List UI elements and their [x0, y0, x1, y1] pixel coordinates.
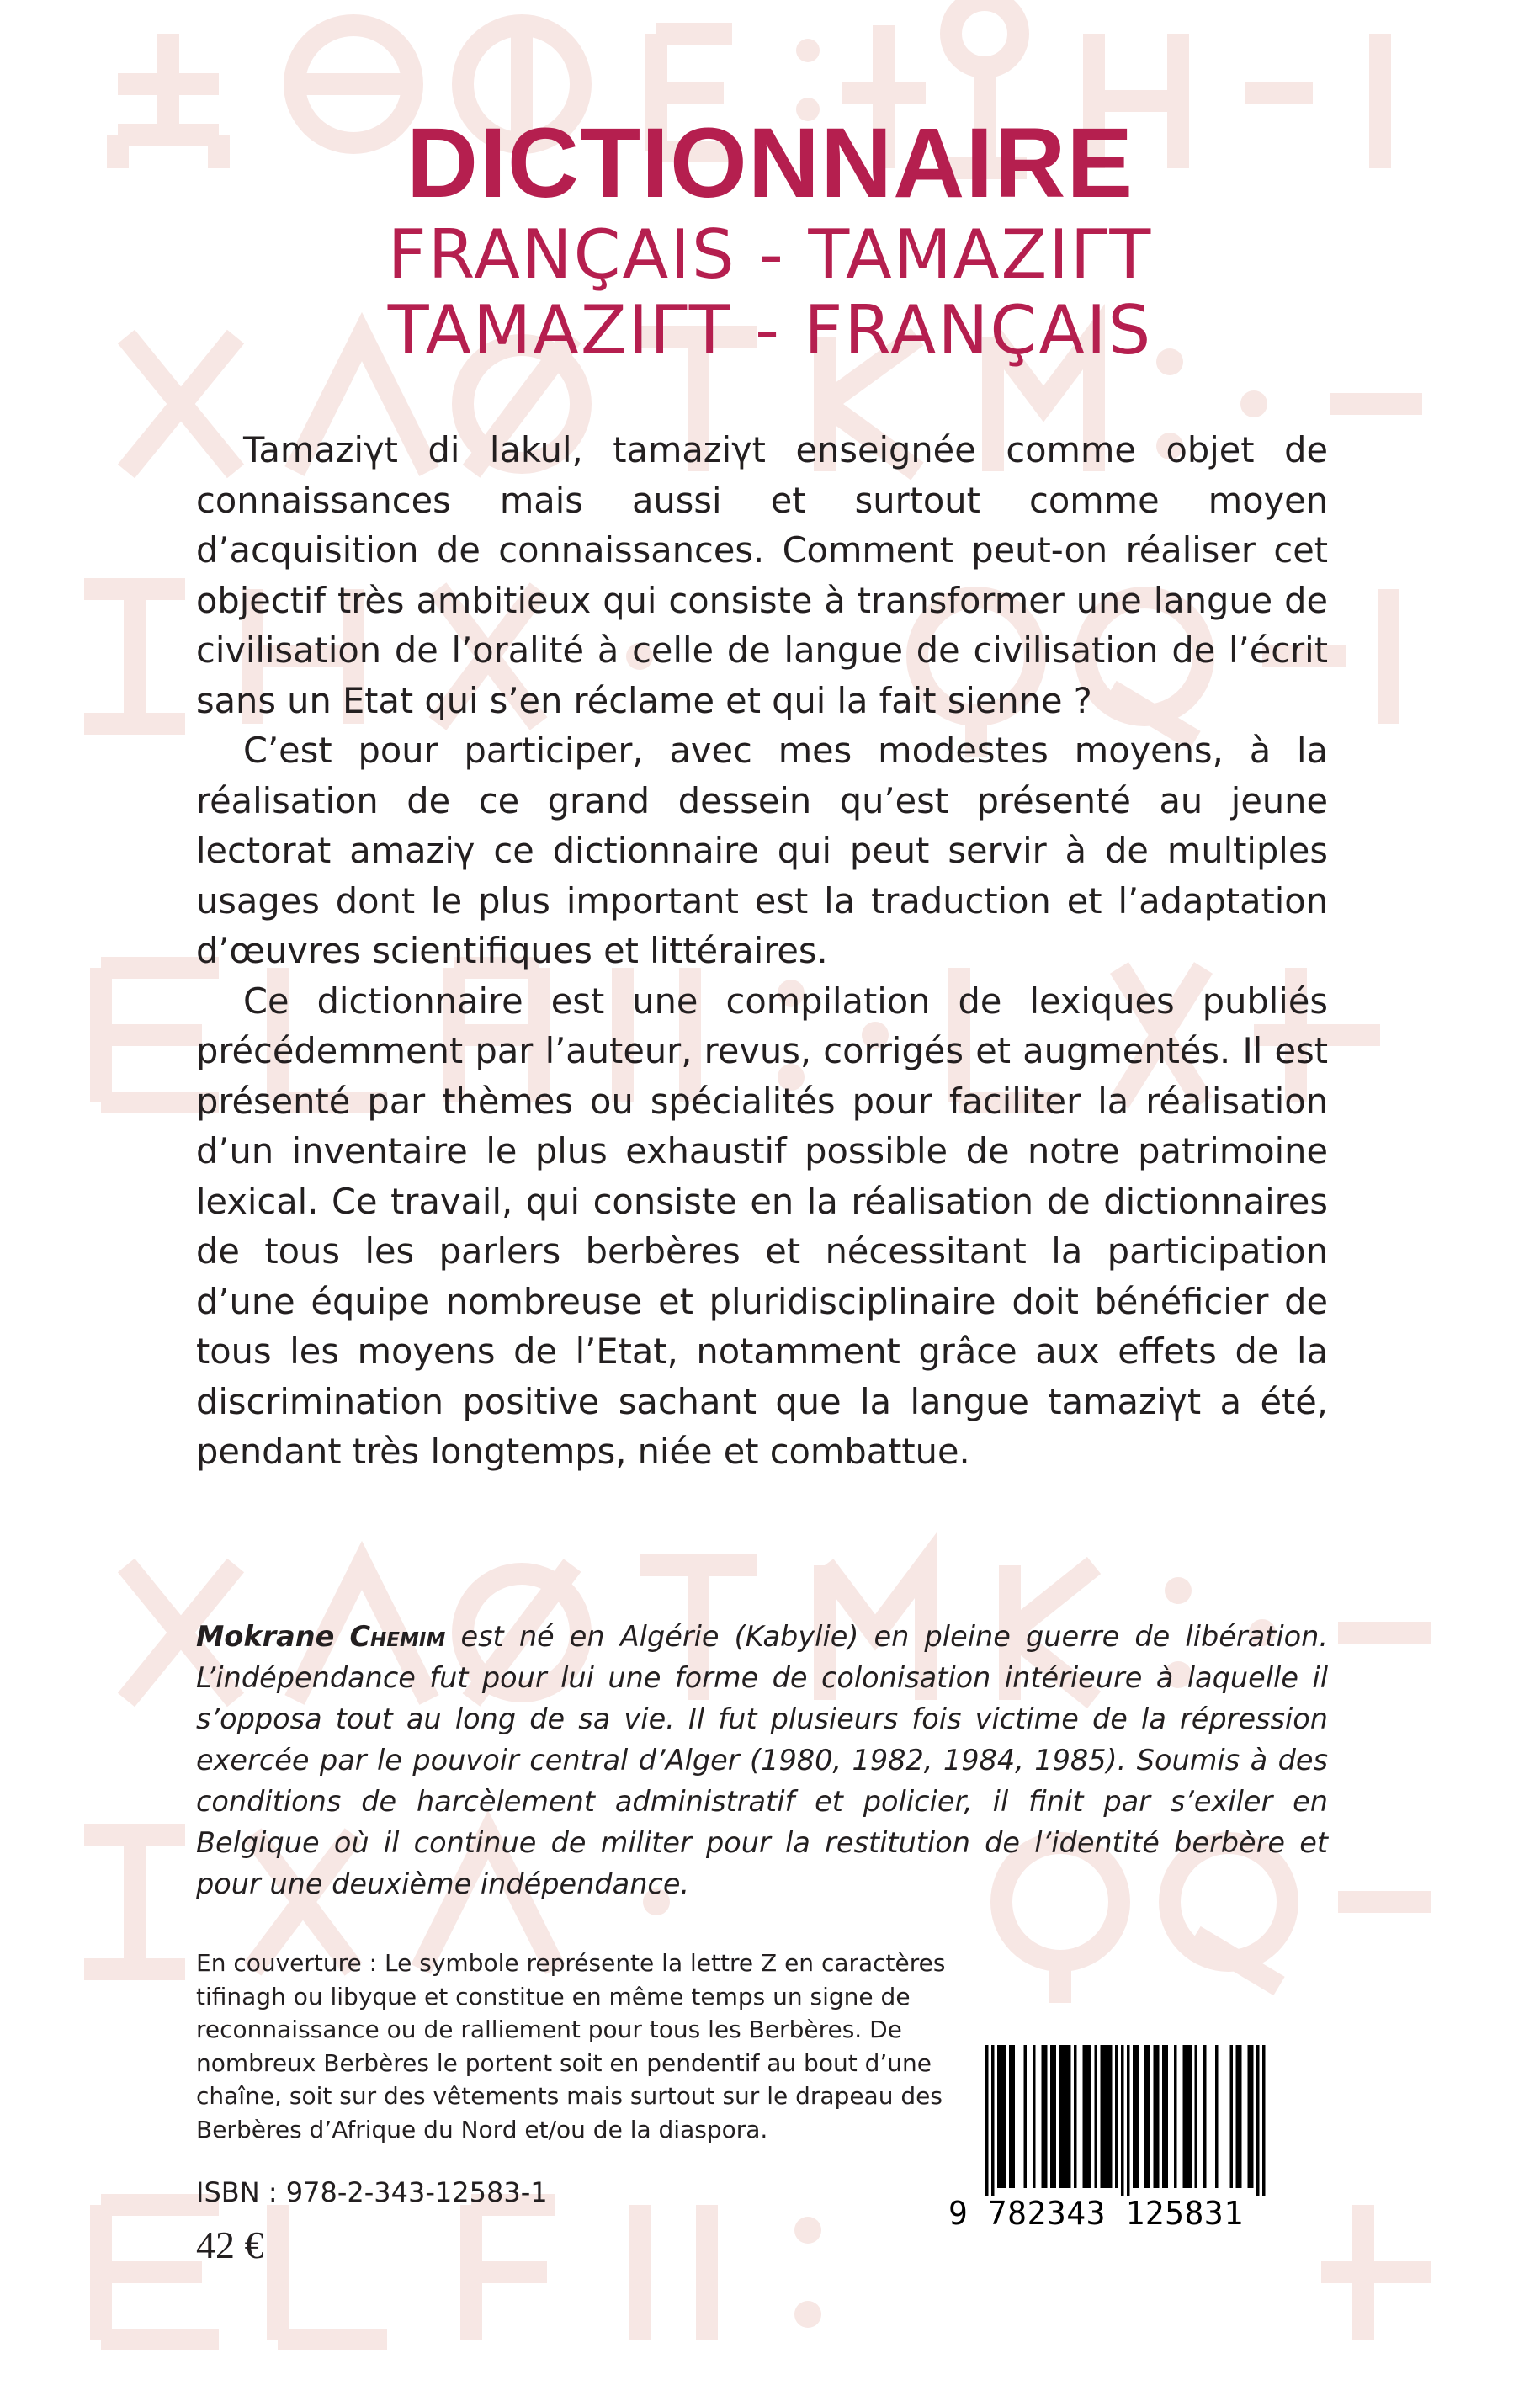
barcode-bar: [1003, 2045, 1006, 2188]
barcode-bar: [1230, 2045, 1234, 2188]
barcode-bar: [1115, 2045, 1118, 2188]
barcode-bar: [1009, 2045, 1012, 2188]
barcode-bar: [1186, 2045, 1189, 2188]
barcode-bar: [1248, 2045, 1251, 2188]
book-title: DICTIONNAIRE: [406, 108, 1134, 219]
barcode-bar: [1136, 2045, 1139, 2188]
author-last-name: Chemim: [349, 1620, 446, 1653]
barcode-bar: [1239, 2045, 1242, 2188]
barcode-bar: [997, 2045, 1001, 2188]
barcode-bar: [1086, 2045, 1089, 2188]
barcode-bar: [1101, 2045, 1104, 2188]
barcode-bar: [1203, 2045, 1207, 2188]
barcode-bar: [1012, 2045, 1016, 2188]
barcode-bar: [1162, 2045, 1166, 2188]
barcode-bar: [1109, 2045, 1113, 2188]
cover-note: En couverture : Le symbole représente la lettre Z en caractères tifinagh ou libyque et constitue en même temps un signe de reconnaissance ou de ralliement pour tous les Berbères. De nombreux Berbères le portent soit en pendentif au bout d’une chaîne, soit sur des vêtements mais surtout sur le drapeau des Berbères d’Afrique du Nord et/ou de la diaspora.: [196, 1949, 946, 2143]
barcode-bar: [1033, 2045, 1036, 2188]
book-description: [196, 425, 1328, 1477]
barcode: [948, 2045, 1304, 2239]
barcode-bar: [1062, 2045, 1065, 2188]
barcode-bar: [1156, 2045, 1160, 2188]
barcode-bar: [1103, 2045, 1107, 2188]
description-paragraph-3: Ce dictionnaire est une compilation de lexiques publiés précédemment par l’auteur, revus, corrigés et augmentés. Il est présenté par thèmes ou spécialités pour faciliter la réalisation d’un inventaire le plus exhaustif possible de notre patrimoine lexical. Ce travail, qui consiste en la réalisation de dictionnaires de tous les parlers berbères et nécessitant la participation d’une équipe nombreuse et pluridisciplinaire doit bénéficier de tous les moyens de l’Etat, notamment grâce aux effets de la discrimination positive sachant que la langue tamaziγt a été, pendant très longtemps, niée et combattue.: [196, 980, 1328, 1472]
book-subtitle-line-2: TAMAZIΓT - FRANÇAIS: [387, 291, 1153, 369]
barcode-bar: [1095, 2045, 1098, 2188]
barcode-bar: [1024, 2045, 1028, 2188]
barcode-bar: [1133, 2045, 1136, 2188]
barcode-bar: [1166, 2045, 1169, 2188]
barcode-bar: [1065, 2045, 1069, 2188]
barcode-bar: [1050, 2045, 1054, 2188]
book-subtitle-line-1: FRANÇAIS - TAMAZIΓT: [387, 215, 1153, 294]
barcode-bar: [1251, 2045, 1254, 2188]
isbn: ISBN : 978-2-343-12583-1: [196, 2176, 548, 2208]
barcode-bar: [1089, 2045, 1092, 2188]
barcode-bar: [1068, 2045, 1071, 2188]
description-paragraph-2: C’est pour participer, avec mes modestes moyens, à la réalisation de ce grand dessein qu’est présenté au jeune lectorat amaziγ ce dictionnaire qui peut servir à de multiples usages dont le plus important est la traduction et l’adaptation d’œuvres scientifiques et littéraires.: [196, 730, 1328, 971]
price: 42 €: [196, 2223, 264, 2266]
barcode-bar: [1044, 2045, 1048, 2188]
author-bio: [196, 1616, 1328, 1904]
barcode-bar: [1042, 2045, 1045, 2188]
barcode-bar: [985, 2045, 989, 2196]
barcode-bar: [1001, 2045, 1004, 2188]
barcode-bar: [1215, 2045, 1219, 2188]
barcode-bar: [1236, 2045, 1240, 2188]
author-first-name: Mokrane: [196, 1620, 335, 1653]
title-block: [0, 109, 1540, 369]
barcode-bar: [1127, 2045, 1130, 2196]
barcode-bar: [1054, 2045, 1057, 2188]
barcode-bar: [1144, 2045, 1148, 2188]
description-paragraph-1: Tamaziγt di lakul, tamaziγt enseignée comme objet de connaissances mais aussi et surtout comme moyen d’acquisition de connaissances. Comment peut-on réaliser cet objectif très ambitieux qui consiste à transformer une langue de civilisation de l’oralité à celle de langue de civilisation de l’écrit sans un Etat qui s’en réclame et qui la fait sienne ?: [196, 429, 1328, 721]
barcode-bar: [1074, 2045, 1077, 2188]
barcode-bar: [1121, 2045, 1124, 2196]
author-bio-text: est né en Algérie (Kabylie) en pleine guerre de libération. L’indépendance fut pour lui une forme de colonisation intérieure à laquelle il s’opposa tout au long de sa vie. Il fut plusieurs fois victime de la répression exercée par le pouvoir central d’Alger (1980, 1982, 1984, 1985). Soumis à des conditions de harcèlement administratif et policier, il finit par s’exiler en Belgique où il continue de militer pour la restitution de l’identité berbère et pour une deuxième indépendance.: [196, 1620, 1328, 1900]
barcode-bar: [1083, 2045, 1086, 2188]
barcode-bar: [1262, 2045, 1266, 2196]
barcode-bar: [1256, 2045, 1260, 2196]
barcode-bar: [1059, 2045, 1063, 2188]
barcode-bar: [1195, 2045, 1198, 2188]
barcode-bar: [1174, 2045, 1177, 2188]
barcode-bar: [1189, 2045, 1192, 2188]
barcode-bar: [991, 2045, 995, 2196]
barcode-bar: [1107, 2045, 1110, 2188]
barcode-bar: [1154, 2045, 1157, 2188]
barcode-bars: [948, 2045, 1304, 2196]
barcode-bar: [1183, 2045, 1187, 2188]
barcode-bar: [1148, 2045, 1151, 2188]
barcode-digits: 9 782343 125831: [948, 2195, 1244, 2232]
